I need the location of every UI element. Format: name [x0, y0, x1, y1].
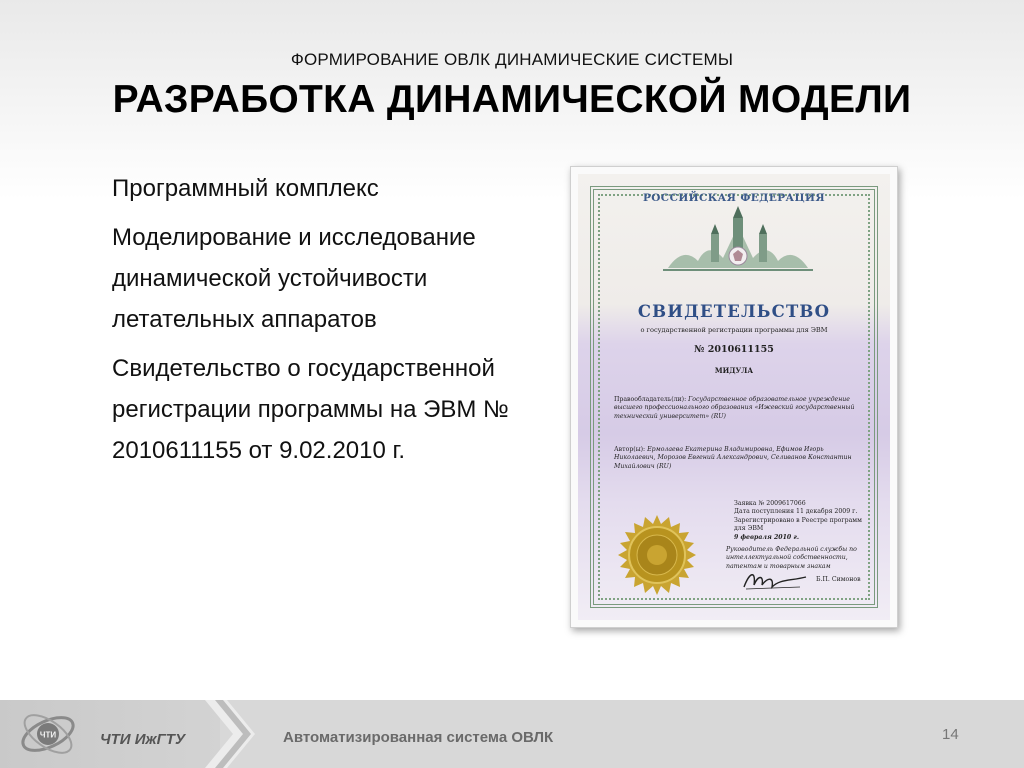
- body-item: Программный комплекс: [112, 175, 379, 202]
- signature-icon: [740, 567, 810, 593]
- footer-bar: [0, 700, 1024, 768]
- certificate-image: [570, 166, 898, 628]
- kremlin-emblem-icon: [663, 206, 813, 276]
- authors-label: Автор(ы):: [614, 446, 646, 453]
- certificate-country: РОССИЙСКАЯ ФЕДЕРАЦИЯ: [642, 192, 826, 204]
- body-text: [112, 168, 532, 479]
- footer-chevron-icon: [205, 700, 265, 768]
- authors-text: Ермолаева Екатерина Владимировна, Ефимов Игорь Николаевич, Морозов Евгений Александрович, Селиванов Константин Михайлович (RU): [614, 446, 852, 470]
- chti-logo-icon: [18, 708, 78, 760]
- gold-seal-icon: [616, 514, 698, 596]
- received-line: Дата поступления 11 декабря 2009 г.: [734, 508, 858, 516]
- slide-title: РАЗРАБОТКА ДИНАМИЧЕСКОЙ МОДЕЛИ: [112, 78, 912, 121]
- certificate-number: № 2010611155: [694, 344, 774, 355]
- certificate-heading: СВИДЕТЕЛЬСТВО: [637, 302, 831, 321]
- certificate-authors-block: [614, 446, 864, 471]
- certificate-program-name: МИДУЛА: [714, 366, 754, 375]
- holder-label: Правообладатель(ли):: [614, 396, 687, 403]
- registered-line: Зарегистрировано в Реестре программ для ЭВМ: [734, 516, 862, 533]
- footer-org-name: ЧТИ ИжГТУ: [100, 731, 186, 748]
- certificate-holder-block: [614, 396, 864, 421]
- certificate-paper: [578, 174, 890, 620]
- footer-system-name: Автоматизированная система ОВЛК: [283, 729, 554, 746]
- holder-text: Государственное образовательное учреждение высшего профессионального образования «Ижевский государственный технический университет» (RU): [614, 396, 855, 420]
- registered-date: 9 февраля 2010 г.: [734, 533, 799, 541]
- slide-subtitle: ФОРМИРОВАНИЕ ОВЛК ДИНАМИЧЕСКИЕ СИСТЕМЫ: [290, 50, 734, 69]
- certificate-registration-block: [734, 500, 870, 542]
- application-line: Заявка № 2009617066: [734, 500, 806, 507]
- page-number: 14: [942, 726, 959, 743]
- body-item: Моделирование и исследование динамической устойчивости летательных аппаратов: [112, 224, 476, 333]
- logo-text: ЧТИ: [39, 730, 57, 740]
- certificate-subheading: о государственной регистрации программы для ЭВМ: [640, 326, 828, 334]
- certificate-head-title: Руководитель Федеральной службы по интеллектуальной собственности, патентам и товарным знакам: [726, 546, 857, 570]
- certificate-head-name: Б.П. Симонов: [816, 576, 861, 583]
- body-item: Свидетельство о государственной регистрации программы на ЭВМ № 2010611155 от 9.02.2010 г.: [112, 355, 509, 464]
